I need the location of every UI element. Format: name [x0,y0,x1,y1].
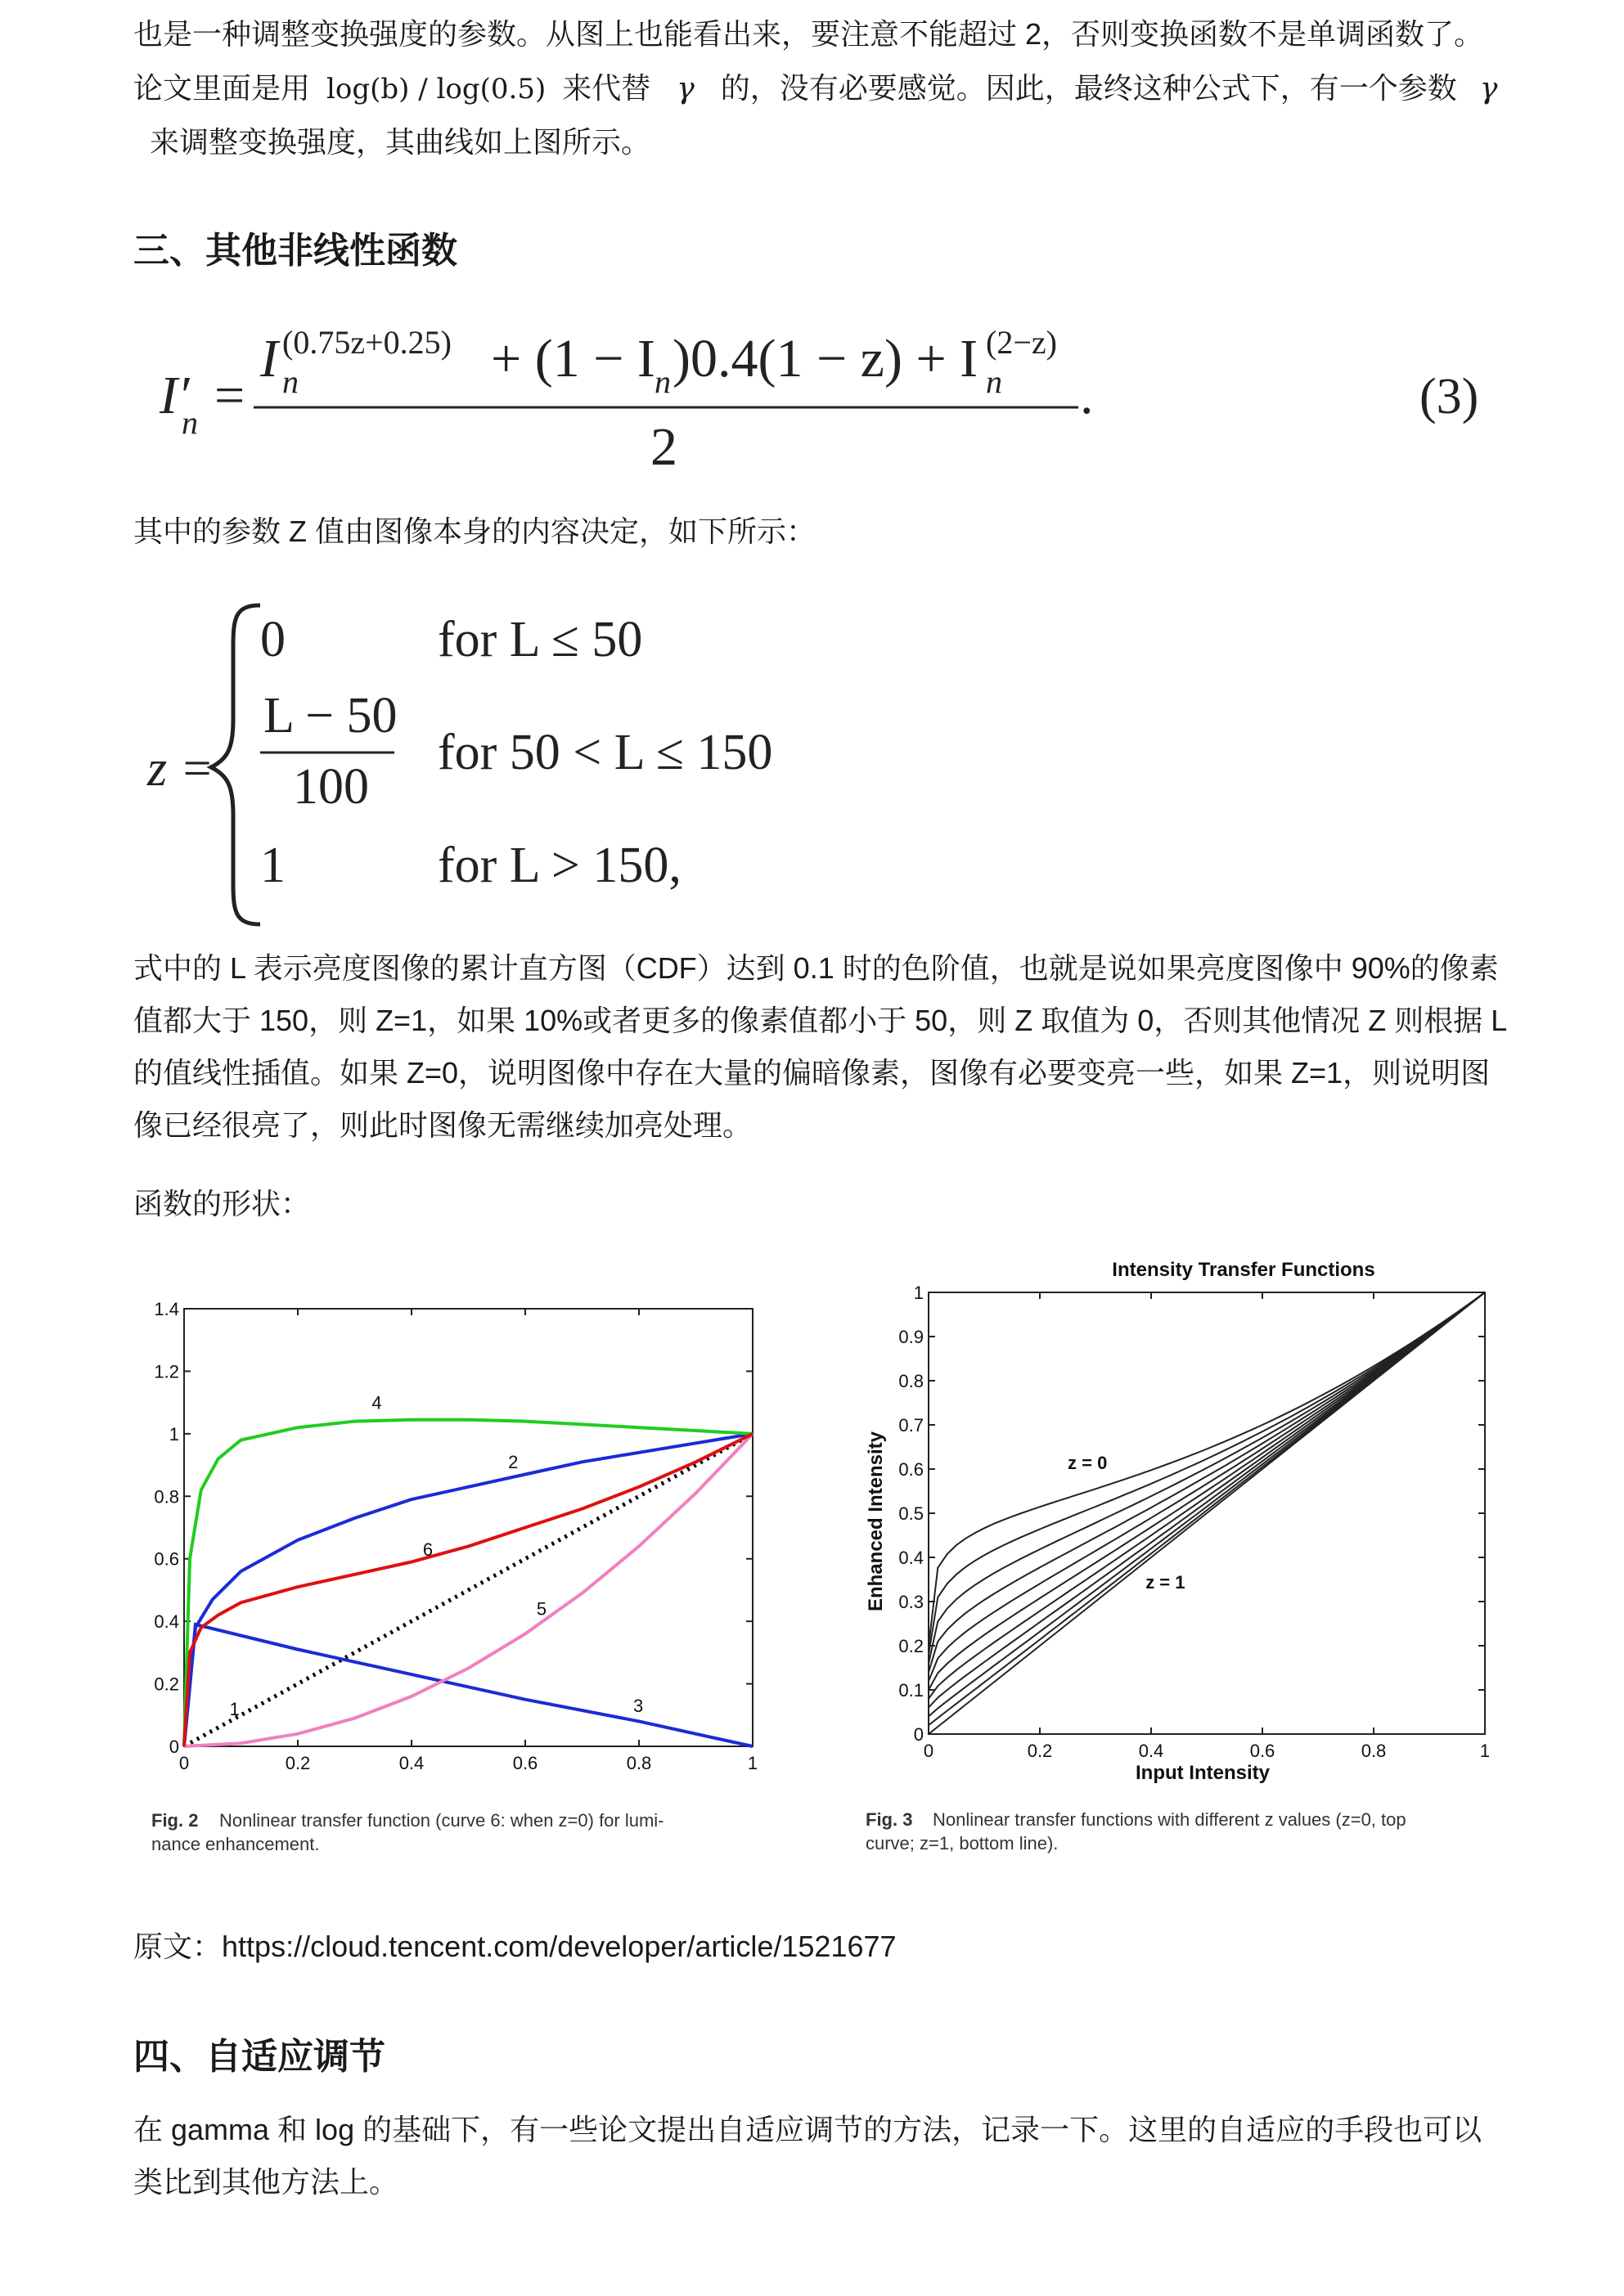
piecewise-z [0,589,900,932]
intro-line-2a: 论文里面是用 [133,71,311,105]
source-link[interactable]: https://cloud.tencent.com/developer/article/1521677 [222,1930,897,1963]
formula-3 [0,311,1624,491]
fig2-xtick-label: 1 [747,1753,758,1773]
case-1-condition: for L ≤ 50 [438,612,643,667]
fig2-ytick-label: 0.4 [154,1611,179,1633]
gamma-symbol: γ [677,72,695,106]
fig3-ytick-label: 0.1 [898,1680,924,1701]
figure-3-xlabel: Input Intensity [1136,1762,1270,1784]
figure-2-caption-line-1: Nonlinear transfer function (curve 6: when z=0) for lumi- [219,1810,664,1831]
case-2-numerator: L − 50 [263,688,398,744]
fig3-ytick-label: 0.9 [898,1327,924,1347]
case-1-value: 0 [260,612,286,667]
fig3-ytick-label: 0.2 [898,1636,924,1656]
fig2-ytick-label: 1.2 [154,1361,179,1382]
case-3-value: 1 [260,838,286,893]
formula-lhs-sub: n [182,404,198,441]
fig3-ytick-label: 0.5 [898,1503,924,1524]
piecewise-lhs: z = [147,741,214,797]
figure-3-caption-bold: Fig. 3 [866,1809,913,1830]
formula-period: . [1080,366,1094,425]
fig2-xtick-label: 0.6 [512,1753,538,1773]
case-3-condition: for L > 150, [438,838,682,893]
fig2-curve-label-4: 4 [371,1392,382,1413]
fig2-xtick-label: 0 [178,1753,190,1773]
formula-term-mid-sub: n [655,363,671,400]
fig3-xtick-label: 0.2 [1027,1741,1053,1761]
figure-2-plot [154,1299,758,1773]
intro-line-3: 来调整变换强度，其曲线如上图所示。 [150,125,651,159]
fig3-annotation-z0: z = 0 [1068,1453,1108,1473]
case-2-denominator: 100 [293,759,369,815]
formula-term3-sub: n [986,363,1002,400]
fig2-ytick-label: 1.4 [154,1299,179,1319]
figure-3-caption-line-2: curve; z=1, bottom line). [866,1833,1059,1853]
function-shape-label: 函数的形状： [133,1187,311,1220]
formula-term3-exp: (2−z) [986,324,1057,361]
z-description: 其中的参数 Z 值由图像本身的内容决定，如下所示： [133,514,816,548]
equation-number: (3) [1419,369,1479,425]
case-2-condition: for 50 < L ≤ 150 [438,725,773,780]
fig3-ytick-label: 0 [913,1724,924,1745]
fig3-xtick-label: 0.8 [1361,1741,1387,1761]
formula-term-mid: + (1 − I [491,329,655,389]
fig2-ytick-label: 0 [169,1737,179,1757]
formula-equals: = [214,366,245,425]
fig2-curve-label-6: 6 [422,1539,434,1560]
fig3-xtick-label: 0 [923,1741,934,1761]
figure-2-caption-bold: Fig. 2 [151,1810,199,1831]
z-explanation: 式中的 L 表示亮度图像的累计直方图（CDF）达到 0.1 时的色阶值，也就是说如果亮度图像中 90%的像素值都大于 150，则 Z=1，如果 10%或者更多的像素值都小于 50，则 Z 取值为 0，否则其他情况 Z 则根据 L 的值线性插值。如果 Z=0，说明图像中存在大量的偏暗像素，图像有必要变亮一些，如果 Z=1，则说明图像已经很亮了，则此时图像无需继续加亮处理。 [133,951,1506,1142]
figure-3-ylabel: Enhanced Intensity [865,1431,887,1612]
fig3-xtick-label: 0.4 [1138,1741,1164,1761]
intro-line-2 [133,62,1508,115]
formula-term1-sub: n [282,363,299,400]
log-ratio-math: log(b) / log(0.5) [326,73,547,106]
section-4-heading: 四、自适应调节 [133,2037,385,2077]
intro-line-2b: 来代替 [562,71,651,105]
fig2-curve-label-5: 5 [536,1598,547,1620]
fig2-ytick-label: 1 [169,1423,179,1445]
left-brace [211,605,260,924]
formula-denominator: 2 [650,417,677,477]
figure-3-title: Intensity Transfer Functions [1112,1259,1375,1281]
figure-2 [131,1284,785,1873]
formula-term1-exp: (0.75z+0.25) [282,324,452,361]
fig2-ytick-label: 0.8 [154,1486,179,1507]
fig3-ytick-label: 0.6 [898,1459,924,1480]
fig2-ytick-label: 0.6 [154,1548,179,1570]
figure-3 [851,1251,1505,1873]
source-line [133,1921,1508,1973]
fig3-xtick-label: 0.6 [1249,1741,1275,1761]
figure-3-plot [898,1283,1490,1761]
fig2-plot-frame [184,1309,753,1746]
fig2-xtick-label: 0.4 [398,1753,425,1773]
fig2-ytick-label: 0.2 [154,1674,179,1695]
intro-line-2c: 的，没有必要感觉。因此，最终这种公式下，有一个参数 [720,71,1457,105]
section-4-text: 在 gamma 和 log 的基础下，有一些论文提出自适应调节的方法，记录一下。这里的自适应的手段也可以类比到其他方法上。 [133,2113,1482,2199]
fig3-ytick-label: 0.7 [898,1415,924,1436]
fig2-curve-label-1: 1 [229,1698,240,1719]
fig3-ytick-label: 0.3 [898,1592,924,1612]
fig3-annotation-z1: z = 1 [1145,1571,1185,1593]
fig2-xtick-label: 0.8 [626,1753,652,1773]
intro-line-1: 也是一种调整变换强度的参数。从图上也能看出来，要注意不能超过 2，否则变换函数不是单调函数了。 [133,17,1484,51]
fig2-curve-label-3: 3 [633,1695,644,1716]
fig3-ytick-label: 0.8 [898,1371,924,1391]
formula-term-mid2: )0.4(1 − z) + I [673,329,978,389]
fig3-xtick-label: 1 [1479,1741,1491,1761]
gamma-symbol-2: γ [1479,72,1498,106]
figure-2-caption-line-2: nance enhancement. [151,1834,320,1854]
fig2-xtick-label: 0.2 [285,1753,311,1773]
section-3-heading: 三、其他非线性函数 [133,231,457,271]
fig2-curve-label-2: 2 [508,1451,519,1472]
formula-term1: I [260,329,278,389]
fig3-ytick-label: 0.4 [898,1548,924,1568]
source-label: 原文： [133,1930,223,1963]
formula-lhs: I′ [160,366,190,425]
fig3-ytick-label: 1 [913,1283,924,1303]
figure-3-caption-line-1: Nonlinear transfer functions with different z values (z=0, top [933,1809,1406,1830]
